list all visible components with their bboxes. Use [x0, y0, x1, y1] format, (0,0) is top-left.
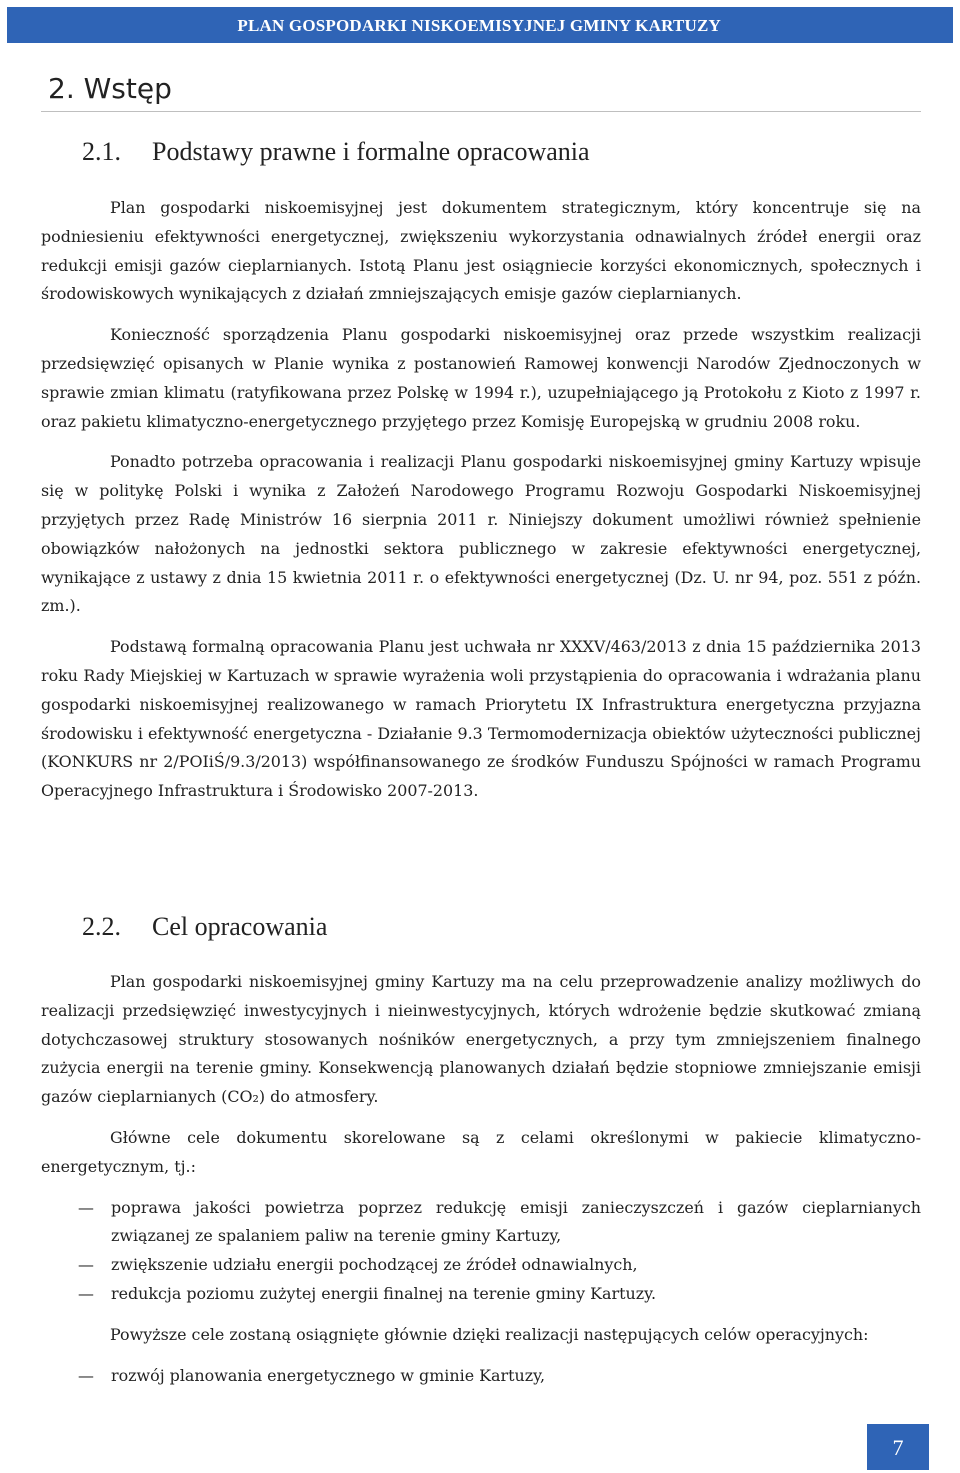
paragraph: Powyższe cele zostaną osiągnięte głównie dzięki realizacji następujących celów operacyjnych:: [110, 1324, 869, 1344]
header-title: PLAN GOSPODARKI NISKOEMISYJNEJ GMINY KARTUZY: [237, 16, 721, 35]
subsection-number: 2.1.: [82, 137, 121, 166]
subsection-heading-2-2: [82, 912, 327, 942]
paragraph: Plan gospodarki niskoemisyjnej gminy Kartuzy ma na celu przeprowadzenie analizy możliwych do realizacji przedsięwzięć inwestycyjnych i nieinwestycyjnych, których wdrożenie będzie skutkować zmianą dotychczasowej struktury stosowanych nośników energetycznych, a przy tym zmniejszeniem finalnego zużycia energii na terenie gminy. Konsekwencją planowanych działań będzie stopniowe zmniejszanie emisji gazów cieplarnianych (CO₂) do atmosfery.: [41, 972, 921, 1107]
list-item: — poprawa jakości powietrza poprzez redukcję emisji zanieczyszczeń i gazów cieplarnianych związanej ze spalaniem paliw na terenie gminy Kartuzy,: [41, 1194, 921, 1252]
subsection-number: 2.2.: [82, 912, 121, 941]
dash-bullet: —: [78, 1255, 94, 1275]
subsection-title: Cel opracowania: [152, 912, 328, 941]
page-number-box: [867, 1424, 929, 1470]
paragraph: Podstawą formalną opracowania Planu jest uchwała nr XXXV/463/2013 z dnia 15 października 2013 roku Rady Miejskiej w Kartuzach w sprawie wyrażenia woli przystąpienia do opracowania i wdrażania planu gospodarki niskoemisyjnej realizowanego w ramach Priorytetu IX Infrastruktura energetyczna przyjazna środowisku i efektywność energetyczna - Działanie 9.3 Termomodernizacja obiektów użyteczności publicznej (KONKURS nr 2/POIiŚ/9.3/2013) współfinansowanego ze środków Funduszu Spójności w ramach Programu Operacyjnego Infrastruktura i Środowisko 2007-2013.: [41, 637, 921, 801]
subsection-body-2-1: [41, 194, 921, 806]
dash-bullet: —: [78, 1365, 94, 1385]
section-title: 2. Wstęp: [48, 72, 172, 105]
goals-list: [41, 1194, 921, 1309]
paragraph: Plan gospodarki niskoemisyjnej jest dokumentem strategicznym, który koncentruje się na podniesieniu efektywności energetycznej, zwiększeniu wykorzystania odnawialnych źródeł energii oraz redukcji emisji gazów cieplarnianych. Istotą Planu jest osiągniecie korzyści ekonomicznych, społecznych i środowiskowych wynikających z działań zmniejszających emisje gazów cieplarnianych.: [41, 198, 921, 304]
paragraph: Ponadto potrzeba opracowania i realizacji Planu gospodarki niskoemisyjnej gminy Kartuzy wpisuje się w politykę Polski i wynika z Założeń Narodowego Programu Rozwoju Gospodarki Niskoemisyjnej przyjętych przez Radę Ministrów 16 sierpnia 2011 r. Niniejszy dokument umożliwi również spełnienie obowiązków nałożonych na jednostki sektora publicznego w zakresie efektywności energetycznej, wynikające z ustawy z dnia 15 kwietnia 2011 r. o efektywności energetycznej (Dz. U. nr 94, poz. 551 z późn. zm.).: [41, 452, 921, 616]
list-item: — zwiększenie udziału energii pochodzącej ze źródeł odnawialnych,: [41, 1251, 921, 1280]
subsection-heading-2-1: [82, 137, 590, 167]
subsection-body-2-2: [41, 968, 921, 1390]
page-number: 7: [892, 1435, 904, 1460]
subsection-title: Podstawy prawne i formalne opracowania: [152, 137, 590, 166]
dash-bullet: —: [78, 1283, 94, 1303]
dash-bullet: —: [78, 1197, 94, 1217]
operational-goals-list: [41, 1362, 921, 1391]
paragraph: Konieczność sporządzenia Planu gospodarki niskoemisyjnej oraz przede wszystkim realizacji przedsięwzięć opisanych w Planie wynika z postanowień Ramowej konwencji Narodów Zjednoczonych w sprawie zmian klimatu (ratyfikowana przez Polskę w 1994 r.), uzupełniającego ją Protokołu z Kioto z 1997 r. oraz pakietu klimatyczno-energetycznego przyjętego przez Komisję Europejską w grudniu 2008 roku.: [41, 325, 921, 431]
header-bar: [7, 7, 953, 43]
list-item: — rozwój planowania energetycznego w gminie Kartuzy,: [41, 1362, 921, 1391]
section-divider: [41, 111, 921, 112]
paragraph: Główne cele dokumentu skorelowane są z celami określonymi w pakiecie klimatyczno-energetycznym, tj.:: [41, 1127, 921, 1176]
list-item: — redukcja poziomu zużytej energii finalnej na terenie gminy Kartuzy.: [41, 1280, 921, 1309]
